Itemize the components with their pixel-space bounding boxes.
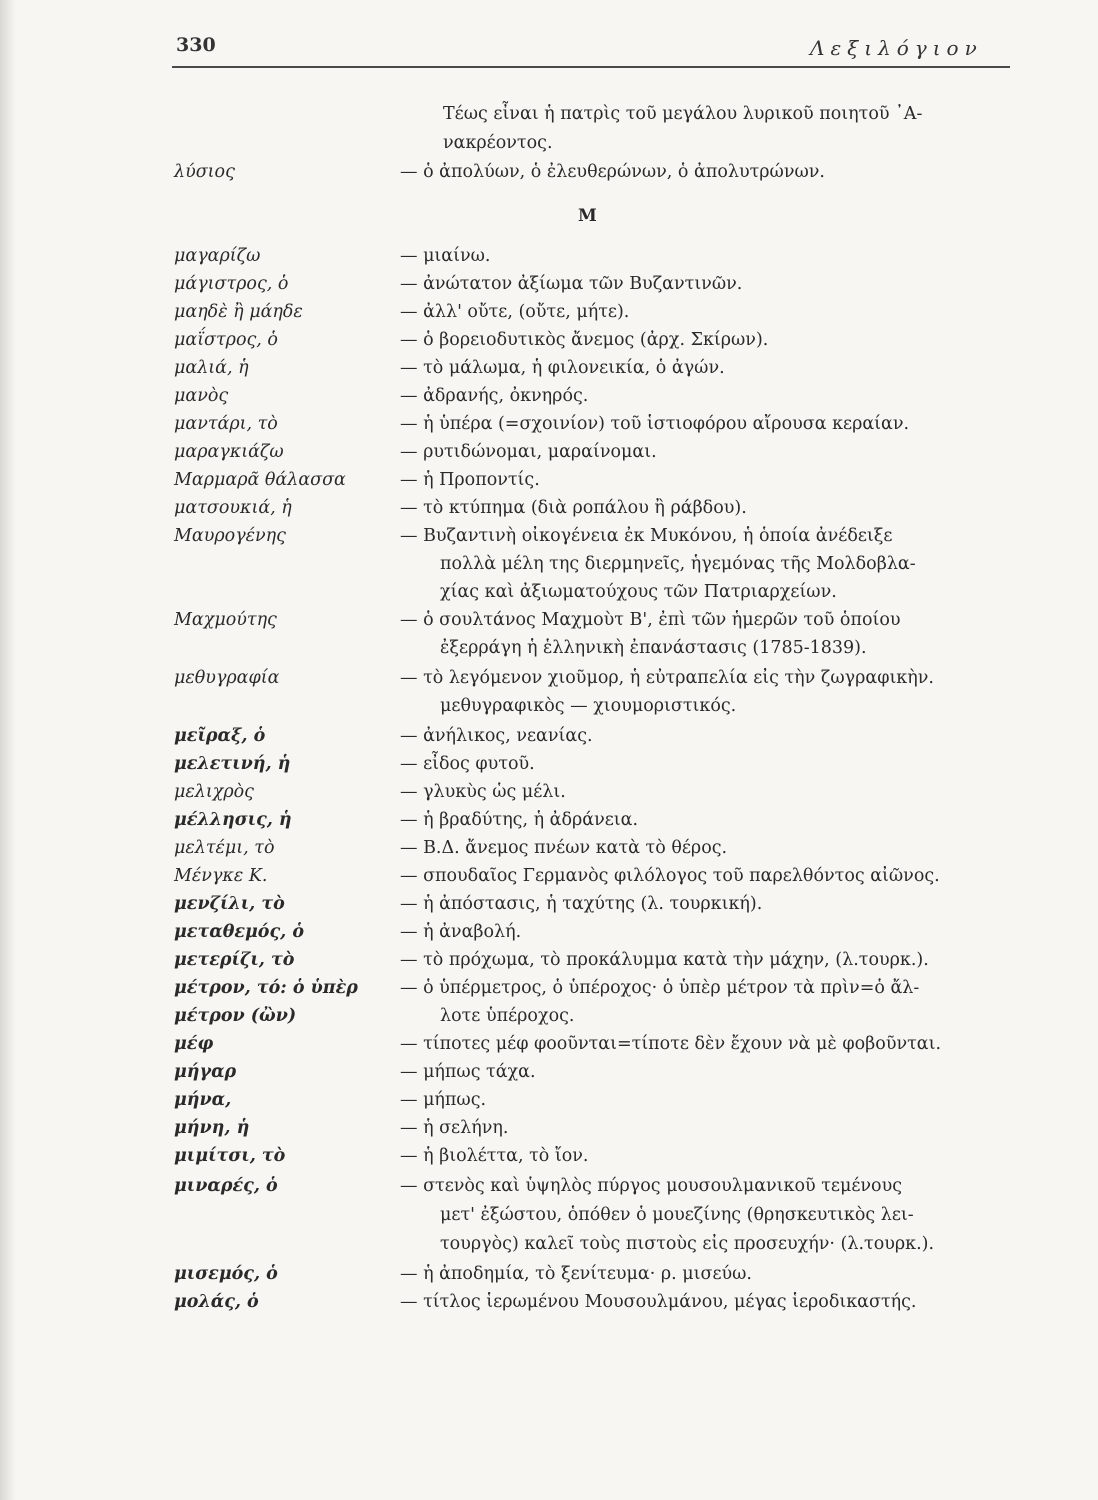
entry-term: μαγαρίζω [174, 246, 261, 266]
entry-definition: — ρυτιδώνομαι, μαραίνομαι. [400, 442, 657, 462]
entry-definition: — μήπως τάχα. [400, 1062, 536, 1082]
intro-line: νακρέοντος. [443, 133, 553, 153]
entry-term: μαλιά, ἡ [174, 358, 249, 378]
entry-term: μήνα, [174, 1090, 232, 1110]
entry-definition-cont: μεθυγραφικὸς — χιουμοριστικός. [440, 696, 737, 716]
entry-term: μελτέμι, τὸ [174, 838, 275, 858]
entry-term: μαντάρι, τὸ [174, 414, 278, 434]
entry-term: μεῖραξ, ὁ [174, 726, 266, 746]
entry-term: μήνη, ἡ [174, 1118, 250, 1138]
entry-definition: — μιαίνω. [400, 246, 491, 266]
entry-definition: — τὸ μάλωμα, ἡ φιλονεικία, ὁ ἀγών. [400, 358, 725, 378]
entry-definition: — ἡ ἀπόστασις, ἡ ταχύτης (λ. τουρκική). [400, 894, 763, 914]
entry-definition: — ἡ ἀποδημία, τὸ ξενίτευμα· ρ. μισεύω. [400, 1264, 752, 1284]
entry-term: μιναρές, ὁ [174, 1176, 278, 1196]
entry-term: μαΐστρος, ὁ [174, 330, 278, 350]
entry-term: Μαυρογένης [174, 526, 286, 546]
entry-definition-cont: χίας καὶ ἀξιωματούχους τῶν Πατριαρχείων. [440, 582, 837, 602]
entry-definition: — γλυκὺς ὡς μέλι. [400, 782, 566, 802]
entry-definition: — Βυζαντινὴ οἰκογένεια ἐκ Μυκόνου, ἡ ὁποία ἀνέδειξε [400, 526, 893, 546]
entry-term: μάγιστρος, ὁ [174, 274, 289, 294]
entry-definition: — μήπως. [400, 1090, 487, 1110]
entry-definition: — ἡ Προποντίς. [400, 470, 540, 490]
entry-term: ματσουκιά, ἡ [174, 498, 292, 518]
entry-term: Μαχμούτης [174, 610, 277, 630]
entry-definition-cont: μετ' ἐξώστου, ὁπόθεν ὁ μουεζίνης (θρησκευτικὸς λει- [440, 1205, 914, 1225]
page-number: 330 [176, 34, 216, 56]
entry-definition: — ὁ ὑπέρμετρος, ὁ ὑπέροχος· ὁ ὑπὲρ μέτρον τὰ πρὶν=ὁ ἄλ- [400, 978, 920, 998]
entry-term: μήγαρ [174, 1062, 237, 1082]
entry-term: μέτρον (ὢν) [174, 1006, 297, 1026]
entry-definition: — ἀνώτατον ἀξίωμα τῶν Βυζαντινῶν. [400, 274, 743, 294]
entry-definition: — ὁ ἀπολύων, ὁ ἐλευθερώνων, ὁ ἀπολυτρώνων. [400, 162, 825, 182]
entry-term: μελιχρὸς [174, 782, 254, 802]
entry-definition: — ἀλλ' οὔτε, (οὔτε, μήτε). [400, 302, 630, 322]
running-title: Λεξιλόγιον [810, 36, 983, 60]
entry-definition: — ἀδρανής, ὀκνηρός. [400, 386, 589, 406]
entry-definition: — ὁ βορειοδυτικὸς ἄνεμος (ἀρχ. Σκίρων). [400, 330, 769, 350]
entry-definition: — ὁ σουλτάνος Μαχμοὺτ Β', ἐπὶ τῶν ἡμερῶν τοῦ ὁποίου [400, 610, 901, 630]
entry-term: μεταθεμός, ὁ [174, 922, 304, 942]
entry-definition: — τὸ λεγόμενον χιοῦμορ, ἡ εὐτραπελία εἰς τὴν ζωγραφικὴν. [400, 668, 934, 688]
entry-definition-cont: τουργὸς) καλεῖ τοὺς πιστοὺς εἰς προσευχήν· (λ.τουρκ.). [440, 1234, 935, 1254]
entry-definition: — ἡ σελήνη. [400, 1118, 509, 1138]
entry-definition: — ἀνήλικος, νεανίας. [400, 726, 593, 746]
page-edge-shadow [0, 0, 16, 1500]
header-rule [172, 66, 1010, 68]
section-letter: Μ [578, 206, 597, 226]
entry-definition: — Β.Δ. ἄνεμος πνέων κατὰ τὸ θέρος. [400, 838, 728, 858]
entry-term: μενζίλι, τὸ [174, 894, 285, 914]
entry-term: Μένγκε Κ. [174, 866, 268, 886]
entry-term: μαραγκιάζω [174, 442, 284, 462]
entry-term: μισεμός, ὁ [174, 1264, 278, 1284]
entry-term: μιμίτσι, τὸ [174, 1146, 286, 1166]
entry-definition-cont: λοτε ὑπέροχος. [440, 1006, 575, 1026]
entry-term: μέλλησις, ἡ [174, 810, 292, 830]
entry-term: μετερίζι, τὸ [174, 950, 295, 970]
entry-definition: — ἡ βιολέττα, τὸ ἴον. [400, 1146, 589, 1166]
entry-term: μολάς, ὁ [174, 1292, 259, 1312]
entry-definition: — εἶδος φυτοῦ. [400, 754, 535, 774]
entry-definition-cont: πολλὰ μέλη της διερμηνεῖς, ἡγεμόνας τῆς Μολδοβλα- [440, 554, 916, 574]
entry-term: μεθυγραφία [174, 668, 280, 688]
entry-term: μέφ [174, 1034, 214, 1054]
entry-definition: — ἡ ἀναβολή. [400, 922, 522, 942]
entry-definition: — σπουδαῖος Γερμανὸς φιλόλογος τοῦ παρελθόντος αἰῶνος. [400, 866, 940, 886]
entry-definition: — ἡ ὑπέρα (=σχοινίον) τοῦ ἱστιοφόρου αἴρουσα κεραίαν. [400, 414, 910, 434]
entry-term: μελετινή, ἡ [174, 754, 291, 774]
entry-definition: — τίποτες μέφ φοοῦνται=τίποτε δὲν ἔχουν νὰ μὲ φοβοῦνται. [400, 1034, 942, 1054]
entry-definition: — τὸ κτύπημα (διὰ ροπάλου ἢ ράβδου). [400, 498, 747, 518]
intro-line: Τέως εἶναι ἡ πατρὶς τοῦ μεγάλου λυρικοῦ ποιητοῦ ᾿Α- [443, 104, 923, 124]
entry-definition: — στενὸς καὶ ὑψηλὸς πύργος μουσουλμανικοῦ τεμένους [400, 1176, 903, 1196]
entry-term: Μαρμαρᾶ θάλασσα [174, 470, 346, 490]
entry-term: μέτρον, τό: ὁ ὑπὲρ [174, 978, 358, 998]
entry-definition-cont: ἐξερράγη ἡ ἑλληνικὴ ἐπανάστασις (1785-1839). [440, 638, 867, 658]
entry-term: μανὸς [174, 386, 229, 406]
entry-term: μαηδὲ ἢ μάηδε [174, 302, 303, 322]
entry-definition: — τὸ πρόχωμα, τὸ προκάλυμμα κατὰ τὴν μάχην, (λ.τουρκ.). [400, 950, 929, 970]
entry-term: λύσιος [174, 162, 235, 182]
entry-definition: — τίτλος ἱερωμένου Μουσουλμάνου, μέγας ἱεροδικαστής. [400, 1292, 917, 1312]
entry-definition: — ἡ βραδύτης, ἡ ἀδράνεια. [400, 810, 639, 830]
